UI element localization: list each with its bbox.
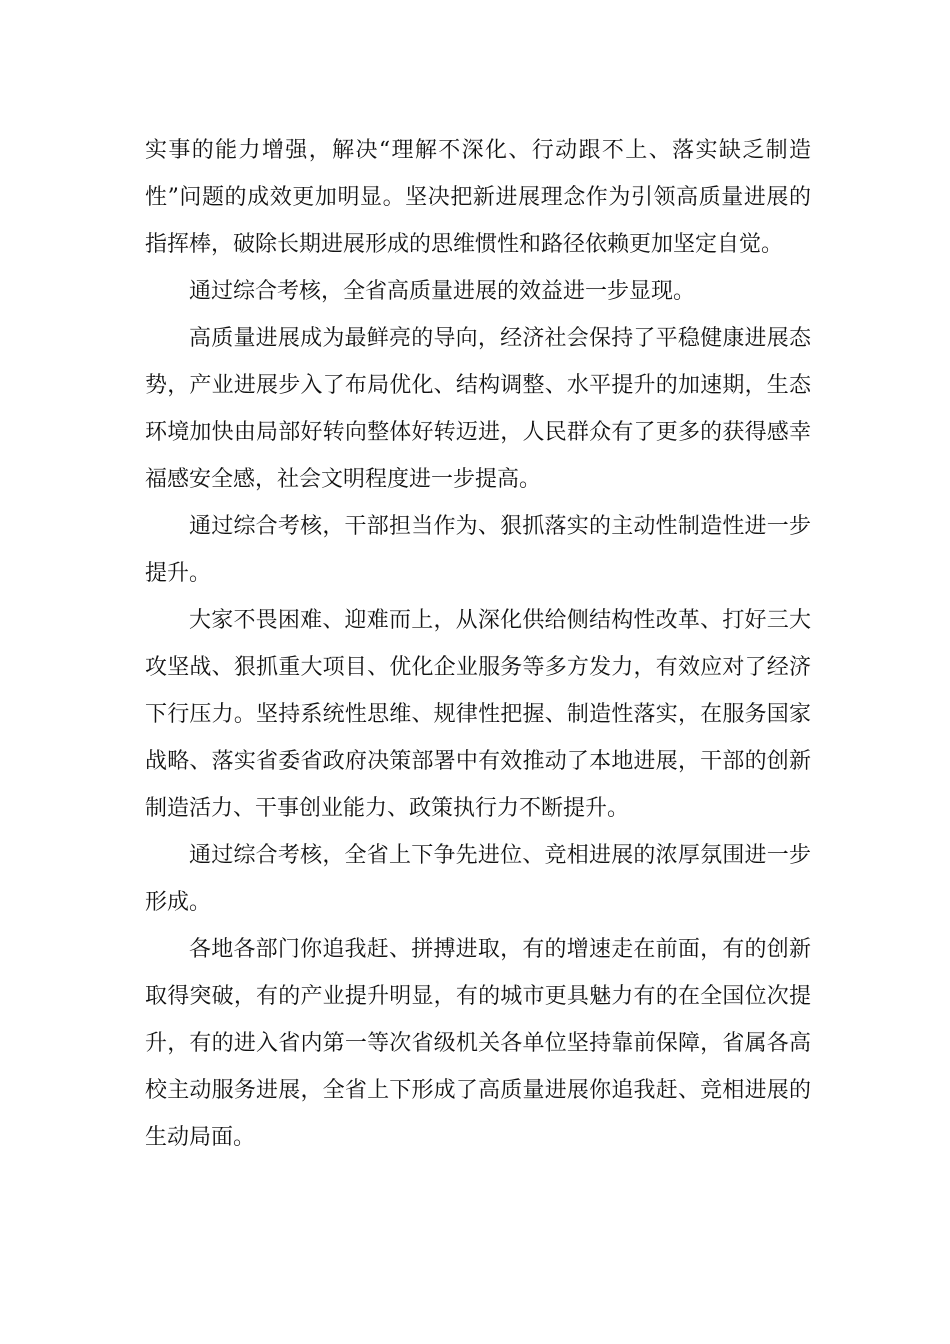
paragraph-7: 各地各部门你追我赶、拼搏进取，有的增速走在前面，有的创新取得突破，有的产业提升明显，有的城市更具魅力有的在全国位次提升，有的进入省内第一等次省级机关各单位坚持靠前保障，省属各高校主动服务进展，全省上下形成了高质量进展你追我赶、竞相进展的生动局面。 bbox=[145, 937, 811, 1150]
paragraph-4: 通过综合考核，干部担当作为、狠抓落实的主动性制造性进一步提升。 bbox=[145, 514, 811, 586]
paragraph-2: 通过综合考核，全省高质量进展的效益进一步显现。 bbox=[189, 279, 696, 304]
paragraph-3: 高质量进展成为最鲜亮的导向，经济社会保持了平稳健康进展态势，产业进展步入了布局优化、结构调整、水平提升的加速期，生态环境加快由局部好转向整体好转迈进，人民群众有了更多的获得感幸福感安全感，社会文明程度进一步提高。 bbox=[145, 326, 811, 492]
paragraph-5: 大家不畏困难、迎难而上，从深化供给侧结构性改革、打好三大攻坚战、狠抓重大项目、优化企业服务等多方发力，有效应对了经济下行压力。坚持系统性思维、规律性把握、制造性落实，在服务国家战略、落实省委省政府决策部署中有效推动了本地进展，干部的创新制造活力、干事创业能力、政策执行力不断提升。 bbox=[145, 608, 811, 821]
document-body bbox=[145, 127, 811, 1161]
paragraph-6: 通过综合考核，全省上下争先进位、竞相进展的浓厚氛围进一步形成。 bbox=[145, 843, 811, 915]
paragraph-1: 实事的能力增强，解决“理解不深化、行动跟不上、落实缺乏制造性”问题的成效更加明显。坚决把新进展理念作为引领高质量进展的指挥棒，破除长期进展形成的思维惯性和路径依赖更加坚定自觉。 bbox=[145, 138, 811, 257]
